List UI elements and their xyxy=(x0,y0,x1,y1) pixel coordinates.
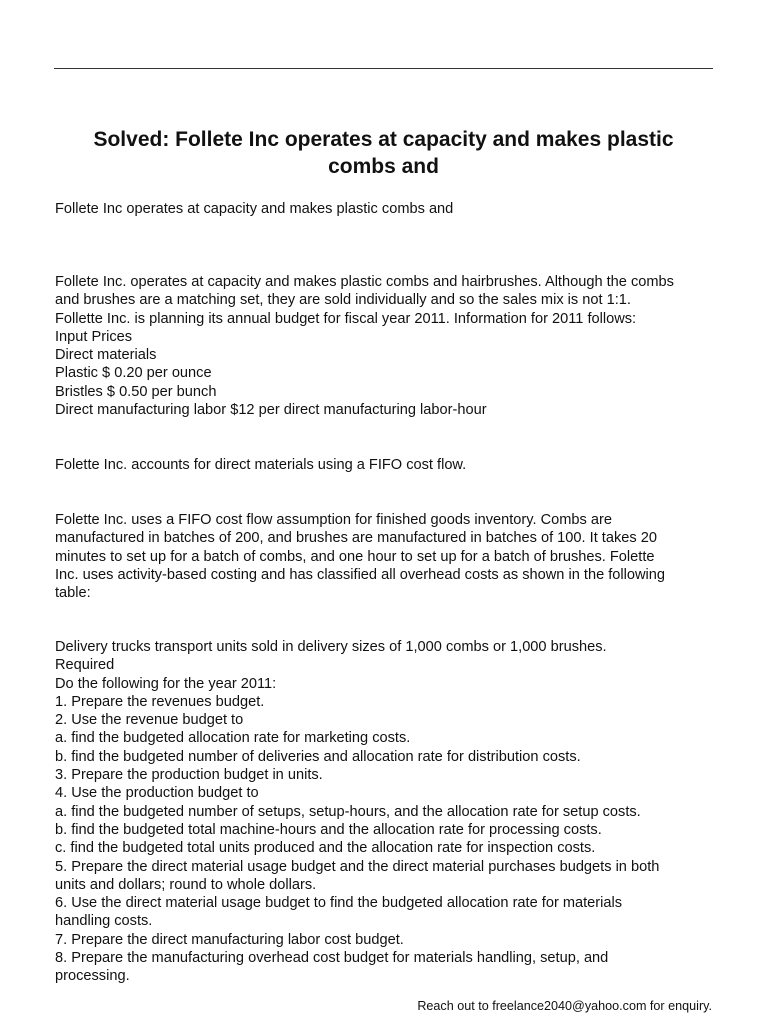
list-item: 7. Prepare the direct manufacturing labor cost budget. xyxy=(55,931,404,948)
intro-paragraph xyxy=(55,273,715,419)
list-item: 5. Prepare the direct material usage budget and the direct material purchases budgets in both xyxy=(55,858,660,875)
text-line: and brushes are a matching set, they are sold individually and so the sales mix is not 1:1. xyxy=(55,292,631,309)
list-item: 2. Use the revenue budget to xyxy=(55,712,244,729)
list-item: a. find the budgeted allocation rate for marketing costs. xyxy=(55,730,411,747)
list-item: 3. Prepare the production budget in units. xyxy=(55,767,323,784)
list-item: a. find the budgeted number of setups, setup-hours, and the allocation rate for setup costs. xyxy=(55,803,641,820)
required-paragraph xyxy=(55,638,715,986)
list-item: 6. Use the direct material usage budget to find the budgeted allocation rate for materials xyxy=(55,895,623,912)
overhead-paragraph xyxy=(55,511,715,602)
title-line: Solved: Follete Inc operates at capacity and makes plastic xyxy=(93,128,674,151)
text-line: Plastic $ 0.20 per ounce xyxy=(55,365,212,382)
list-item: c. find the budgeted total units produced and the allocation rate for inspection costs. xyxy=(55,840,596,857)
list-item: 8. Prepare the manufacturing overhead cost budget for materials handling, setup, and xyxy=(55,950,609,967)
list-item: 1. Prepare the revenues budget. xyxy=(55,693,265,710)
text-line: Direct materials xyxy=(55,347,157,364)
list-item: processing. xyxy=(55,968,130,985)
text-line: table: xyxy=(55,585,91,602)
header-rule xyxy=(54,68,713,69)
text-line: Follete Inc. operates at capacity and makes plastic combs and hairbrushes. Although the combs xyxy=(55,274,674,290)
subtitle-text: Follete Inc operates at capacity and makes plastic combs and xyxy=(55,201,454,217)
text-line: Do the following for the year 2011: xyxy=(55,675,277,692)
list-item: units and dollars; round to whole dollars. xyxy=(55,876,317,893)
text-line: Direct manufacturing labor $12 per direct manufacturing labor-hour xyxy=(55,402,487,419)
text-line: manufactured in batches of 200, and brushes are manufactured in batches of 100. It takes 20 xyxy=(55,530,657,547)
list-item: 4. Use the production budget to xyxy=(55,785,259,802)
title-line: combs and xyxy=(328,155,439,178)
list-item: b. find the budgeted number of deliveries and allocation rate for distribution costs. xyxy=(55,748,581,765)
page-title xyxy=(54,126,713,180)
text-line: Bristles $ 0.50 per bunch xyxy=(55,383,217,400)
text-line: Folette Inc. accounts for direct materials using a FIFO cost flow. xyxy=(55,457,467,473)
subtitle xyxy=(55,200,715,218)
list-item: handling costs. xyxy=(55,913,153,930)
fifo-paragraph xyxy=(55,456,715,474)
text-line: Follette Inc. is planning its annual budget for fiscal year 2011. Information for 2011 follows: xyxy=(55,310,637,327)
text-line: Inc. uses activity-based costing and has classified all overhead costs as shown in the following xyxy=(55,566,666,583)
text-line: Folette Inc. uses a FIFO cost flow assumption for finished goods inventory. Combs are xyxy=(55,512,612,528)
footer-contact: Reach out to freelance2040@yahoo.com for enquiry. xyxy=(417,999,712,1013)
text-line: Delivery trucks transport units sold in delivery sizes of 1,000 combs or 1,000 brushes. xyxy=(55,639,607,655)
text-line: Required xyxy=(55,657,115,674)
text-line: Input Prices xyxy=(55,328,133,345)
text-line: minutes to set up for a batch of combs, and one hour to set up for a batch of brushes. Folette xyxy=(55,548,655,565)
list-item: b. find the budgeted total machine-hours and the allocation rate for processing costs. xyxy=(55,821,602,838)
